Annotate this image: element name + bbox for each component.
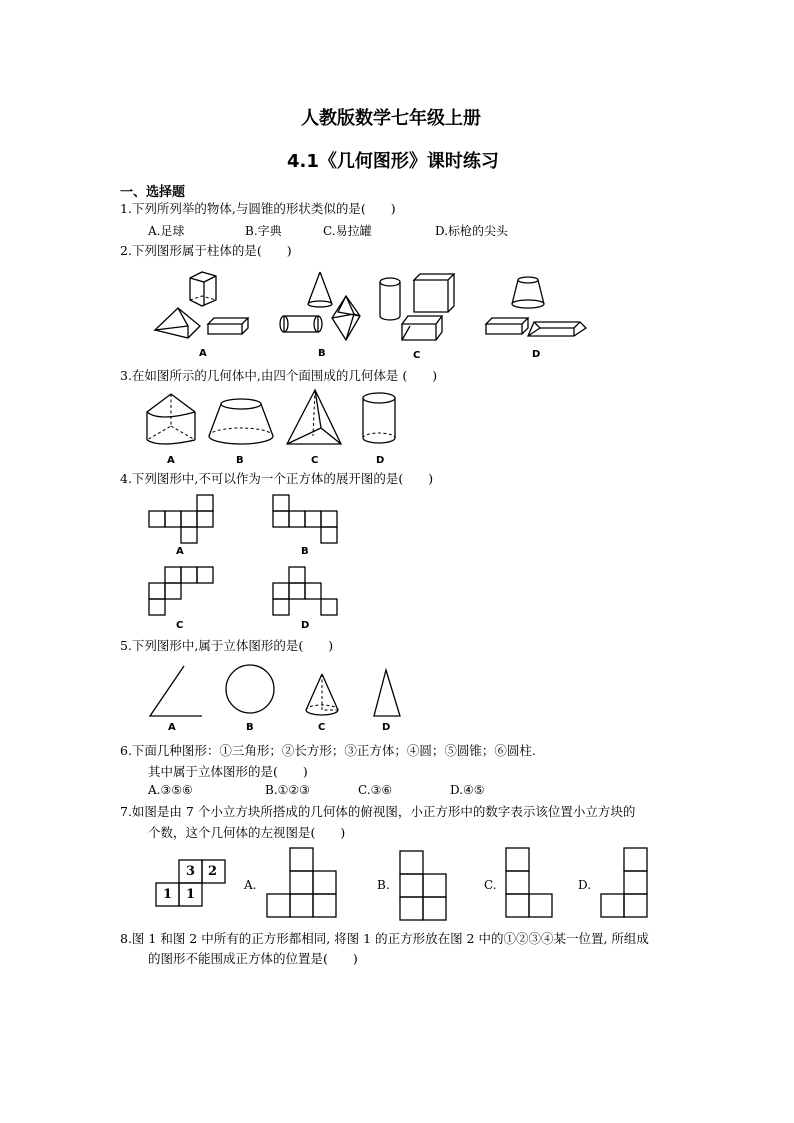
q3-solids-figure [145, 390, 405, 450]
q1-option-b: B.字典 [245, 224, 282, 238]
q4-net-c [148, 566, 214, 616]
q5-cone [306, 674, 338, 715]
q7-grid-number-2: 2 [208, 864, 218, 879]
q7-grid-number-3: 1 [163, 887, 173, 902]
q3-label-d: D [376, 455, 385, 466]
q1-option-a: A.足球 [148, 224, 185, 238]
question-7-line2: 个数，这个几何体的左视图是( ) [148, 825, 346, 840]
q5-triangle [374, 670, 400, 716]
q7-label-d: D. [578, 878, 592, 892]
q1-option-d: D.标枪的尖头 [435, 224, 509, 238]
q2-group-c [380, 274, 454, 340]
q2-label-d: D [532, 349, 541, 360]
q2-group-b [280, 272, 360, 340]
q5-label-d: D [382, 722, 391, 733]
q4-net-b [272, 494, 338, 544]
q3-label-c: C [311, 455, 319, 466]
q7-label-a: A. [244, 878, 257, 892]
q2-solids-figure [150, 268, 590, 340]
q2-label-b: B [318, 348, 326, 359]
question-7: 7.如图是由 7 个小立方块所搭成的几何体的俯视图，小正方形中的数字表示该位置小立方块的 [120, 804, 636, 819]
question-4: 4.下列图形中,不可以作为一个正方体的展开图的是( ) [120, 471, 434, 486]
q3-solid-a [147, 394, 195, 444]
page-subtitle: 4.1《几何图形》课时练习 [287, 151, 499, 172]
question-8: 8.图 1 和图 2 中所有的正方形都相同, 将图 1 的正方形放在图 2 中的①②③④某一位置, 所组成 [120, 931, 649, 946]
q7-grid-number-1: 3 [186, 864, 196, 879]
q6-option-c: C.③⑥ [358, 783, 393, 797]
question-6: 6.下面几种图形：①三角形；②长方形；③正方体；④圆；⑤圆锥；⑥圆柱. [120, 743, 536, 758]
question-3: 3.在如图所示的几何体中,由四个面围成的几何体是 ( ) [120, 368, 438, 383]
q3-solid-c [287, 390, 341, 444]
q4-label-b: B [301, 546, 309, 557]
q7-view-b [399, 850, 449, 922]
q5-figures [146, 664, 408, 720]
question-8-line2: 的图形不能围成正方体的位置是( ) [148, 951, 358, 966]
q5-angle [150, 666, 202, 716]
q6-option-a: A.③⑤⑥ [148, 783, 193, 797]
q4-label-c: C [176, 620, 184, 631]
q7-grid-number-4: 1 [186, 887, 196, 902]
q2-label-a: A [199, 348, 207, 359]
q6-option-d: D.④⑤ [450, 783, 485, 797]
q7-label-c: C. [484, 878, 497, 892]
q2-group-d [486, 277, 586, 336]
question-6-line2: 其中属于立体图形的是( ) [148, 764, 308, 779]
q2-label-c: C [413, 350, 421, 361]
q3-label-b: B [236, 455, 244, 466]
q5-label-b: B [246, 722, 254, 733]
q1-option-c: C.易拉罐 [323, 224, 372, 238]
question-1: 1.下列所列举的物体,与圆锥的形状类似的是( ) [120, 201, 396, 216]
q4-label-a: A [176, 546, 184, 557]
q3-label-a: A [167, 455, 175, 466]
question-5: 5.下列图形中,属于立体图形的是( ) [120, 638, 334, 653]
q5-label-c: C [318, 722, 326, 733]
q2-group-a [155, 272, 248, 338]
q3-solid-d [363, 393, 395, 443]
q4-net-a [148, 494, 214, 544]
q3-solid-b [209, 399, 273, 444]
page-title: 人教版数学七年级上册 [301, 108, 481, 129]
q5-circle [226, 665, 274, 713]
q7-view-a [266, 847, 338, 919]
q7-view-d [600, 847, 650, 919]
q6-option-b: B.①②③ [265, 783, 310, 797]
q7-view-c [505, 847, 555, 919]
section-heading: 一、选择题 [120, 185, 186, 200]
q4-label-d: D [301, 620, 310, 631]
question-2: 2.下列图形属于柱体的是( ) [120, 243, 292, 258]
q4-net-d [272, 566, 338, 616]
q7-label-b: B. [377, 878, 390, 892]
q5-label-a: A [168, 722, 176, 733]
